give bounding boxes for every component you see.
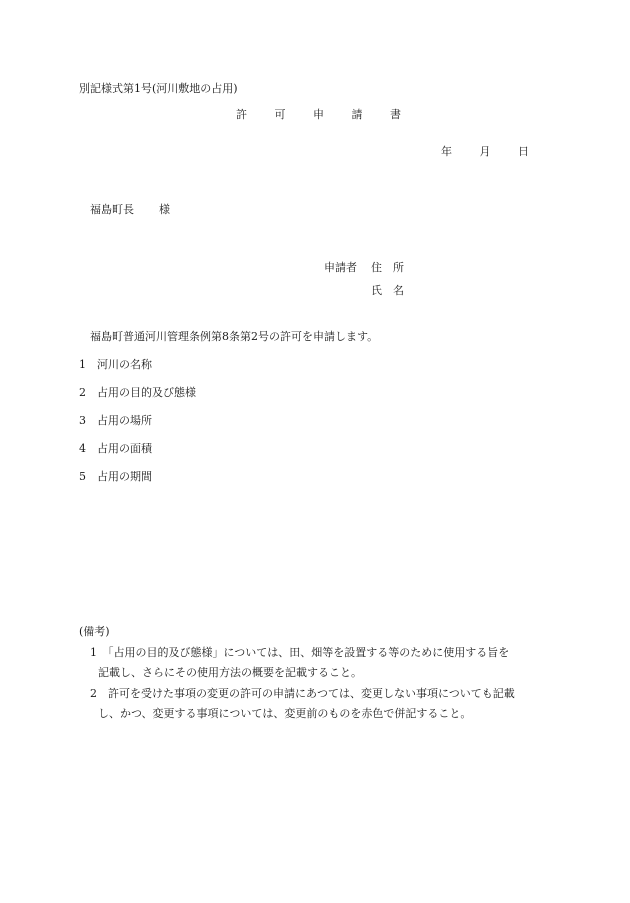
- title-char: 請: [351, 108, 363, 121]
- addressee-name: 福島町長: [90, 203, 134, 216]
- note-line: し、かつ、変更する事項については、変更前のものを赤色で併記すること。: [98, 707, 472, 720]
- form-reference: 別記様式第1号(河川敷地の占用): [79, 82, 238, 95]
- list-item: [79, 471, 152, 482]
- item-label: 河川の名称: [97, 358, 152, 371]
- note-item: [90, 684, 556, 724]
- list-item: [79, 415, 152, 426]
- item-number: 2: [79, 386, 86, 399]
- request-sentence: 福島町普通河川管理条例第8条第2号の許可を申請します。: [90, 330, 379, 343]
- name-label: 氏 名: [371, 284, 404, 297]
- item-label: 占用の目的及び態様: [97, 386, 196, 399]
- title-char: 申: [313, 108, 324, 121]
- address-label: 住 所: [371, 261, 404, 274]
- title-char: 書: [390, 108, 401, 121]
- date-day-label: 日: [518, 145, 529, 158]
- title-char: 可: [274, 108, 286, 121]
- item-number: 4: [79, 442, 86, 455]
- note-number: 1: [90, 646, 97, 659]
- item-number: 5: [79, 470, 86, 483]
- note-line: 「占用の目的及び態様」については、田、畑等を設置する等のために使用する旨を: [108, 646, 510, 659]
- applicant-label: 申請者: [324, 261, 357, 274]
- item-number: 1: [79, 358, 86, 371]
- addressee: [90, 204, 170, 215]
- item-label: 占用の期間: [97, 470, 152, 483]
- item-label: 占用の面積: [97, 442, 152, 455]
- note-number: 2: [90, 687, 97, 700]
- list-item: [79, 387, 196, 398]
- title-char: 許: [236, 108, 247, 121]
- list-item: [79, 359, 152, 370]
- addressee-honorific: 様: [159, 203, 170, 216]
- note-line: 許可を受けた事項の変更の許可の申請にあつては、変更しない事項についても記載: [108, 687, 515, 700]
- date-month-label: 月: [479, 145, 491, 158]
- date-year-label: 年: [441, 145, 452, 158]
- document-title: [236, 109, 401, 120]
- item-number: 3: [79, 414, 86, 427]
- list-item: [79, 443, 152, 454]
- item-label: 占用の場所: [97, 414, 152, 427]
- date-line: [441, 146, 529, 157]
- note-line: 記載し、さらにその使用方法の概要を記載すること。: [98, 666, 362, 679]
- notes-heading: (備考): [79, 625, 110, 638]
- note-item: [90, 643, 556, 683]
